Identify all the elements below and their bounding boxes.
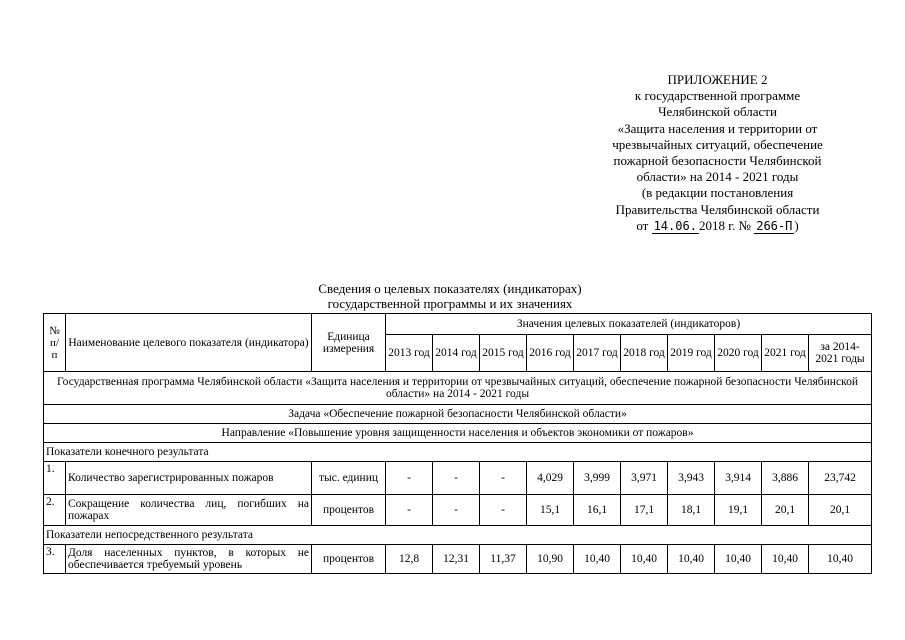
row-value: 17,1: [621, 495, 668, 526]
row-value: 3,971: [621, 462, 668, 495]
row-value: 3,999: [574, 462, 621, 495]
table-title: [200, 281, 700, 311]
header-year: 2014 год: [433, 335, 480, 372]
row-value: 10,40: [621, 545, 668, 574]
header-year-total: за 2014-2021 годы: [809, 335, 872, 372]
header-year: 2015 год: [480, 335, 527, 372]
section-direct-results: Показатели непосредственного результата: [44, 526, 872, 545]
appendix-header: [590, 72, 845, 234]
row-value: 10,40: [715, 545, 762, 574]
header-year: 2018 год: [621, 335, 668, 372]
appendix-line: (в редакции постановления: [641, 185, 794, 201]
task-row: Задача «Обеспечение пожарной безопасности Челябинской области»: [44, 405, 872, 424]
row-value: 19,1: [715, 495, 762, 526]
row-num: 1.: [44, 462, 66, 495]
row-value: 20,1: [809, 495, 872, 526]
row-value: -: [480, 462, 527, 495]
row-value: -: [480, 495, 527, 526]
row-value: 12,31: [433, 545, 480, 574]
row-unit: тыс. единиц: [312, 462, 386, 495]
row-value: -: [386, 462, 433, 495]
header-year: 2017 год: [574, 335, 621, 372]
table-row: [44, 495, 872, 526]
row-value: 10,40: [668, 545, 715, 574]
row-value: 4,029: [527, 462, 574, 495]
indicators-table: [43, 313, 872, 574]
table-row: [44, 462, 872, 495]
appendix-line: пожарной безопасности Челябинской: [613, 153, 822, 169]
table-title-line: Сведения о целевых показателях (индикаторах): [318, 281, 582, 296]
row-value: -: [386, 495, 433, 526]
appendix-line: чрезвычайных ситуаций, обеспечение: [612, 136, 823, 152]
row-value: 10,40: [762, 545, 809, 574]
row-unit: процентов: [312, 495, 386, 526]
appendix-line: к государственной программе: [634, 88, 801, 104]
header-year: 2013 год: [386, 335, 433, 372]
row-name: Количество зарегистрированных пожаров: [66, 462, 312, 495]
row-value: -: [433, 462, 480, 495]
row-name: Доля населенных пунктов, в которых не обеспечивается требуемый уровень: [66, 545, 312, 574]
header-values-group: Значения целевых показателей (индикаторов): [386, 314, 872, 335]
row-value: 20,1: [762, 495, 809, 526]
header-year: 2016 год: [527, 335, 574, 372]
order-number: 266-П: [756, 218, 793, 233]
row-value: 23,742: [809, 462, 872, 495]
appendix-line: области» на 2014 - 2021 годы: [636, 169, 799, 185]
row-value: 10,90: [527, 545, 574, 574]
appendix-line: Правительства Челябинской области: [615, 201, 820, 217]
order-prefix: от: [636, 217, 649, 233]
appendix-line: «Защита населения и территории от: [617, 120, 818, 136]
row-value: -: [433, 495, 480, 526]
header-unit: Единица измерения: [312, 314, 386, 372]
row-value: 10,40: [809, 545, 872, 574]
row-num: 2.: [44, 495, 66, 526]
order-line: [590, 218, 845, 234]
direction-row: Направление «Повышение уровня защищенности населения и объектов экономики от пожаров»: [44, 424, 872, 443]
table-title-line: государственной программы и их значениях: [327, 296, 573, 311]
row-value: 3,914: [715, 462, 762, 495]
row-value: 3,886: [762, 462, 809, 495]
row-name: Сокращение количества лиц, погибших на пожарах: [66, 495, 312, 526]
row-value: 11,37: [480, 545, 527, 574]
row-value: 10,40: [574, 545, 621, 574]
row-num: 3.: [44, 545, 66, 574]
header-year: 2021 год: [762, 335, 809, 372]
row-value: 12,8: [386, 545, 433, 574]
section-final-results: Показатели конечного результата: [44, 443, 872, 462]
header-year: 2020 год: [715, 335, 762, 372]
program-row: Государственная программа Челябинской области «Защита населения и территории от чрезвычайных ситуаций, обеспечение пожарной безопасности Челябинской области» на 2014 - 2021 годы: [44, 372, 872, 405]
appendix-line: Челябинской области: [658, 104, 777, 120]
order-suffix: ): [794, 217, 799, 233]
header-year: 2019 год: [668, 335, 715, 372]
row-value: 16,1: [574, 495, 621, 526]
row-value: 15,1: [527, 495, 574, 526]
header-num: № п/ п: [44, 314, 66, 372]
table-row: [44, 545, 872, 574]
appendix-title: ПРИЛОЖЕНИЕ 2: [667, 72, 768, 87]
row-unit: процентов: [312, 545, 386, 574]
row-value: 3,943: [668, 462, 715, 495]
order-date: 14.06.: [653, 218, 697, 233]
header-name: Наименование целевого показателя (индикатора): [66, 314, 312, 372]
row-value: 18,1: [668, 495, 715, 526]
order-year: 2018 г. №: [698, 217, 751, 233]
